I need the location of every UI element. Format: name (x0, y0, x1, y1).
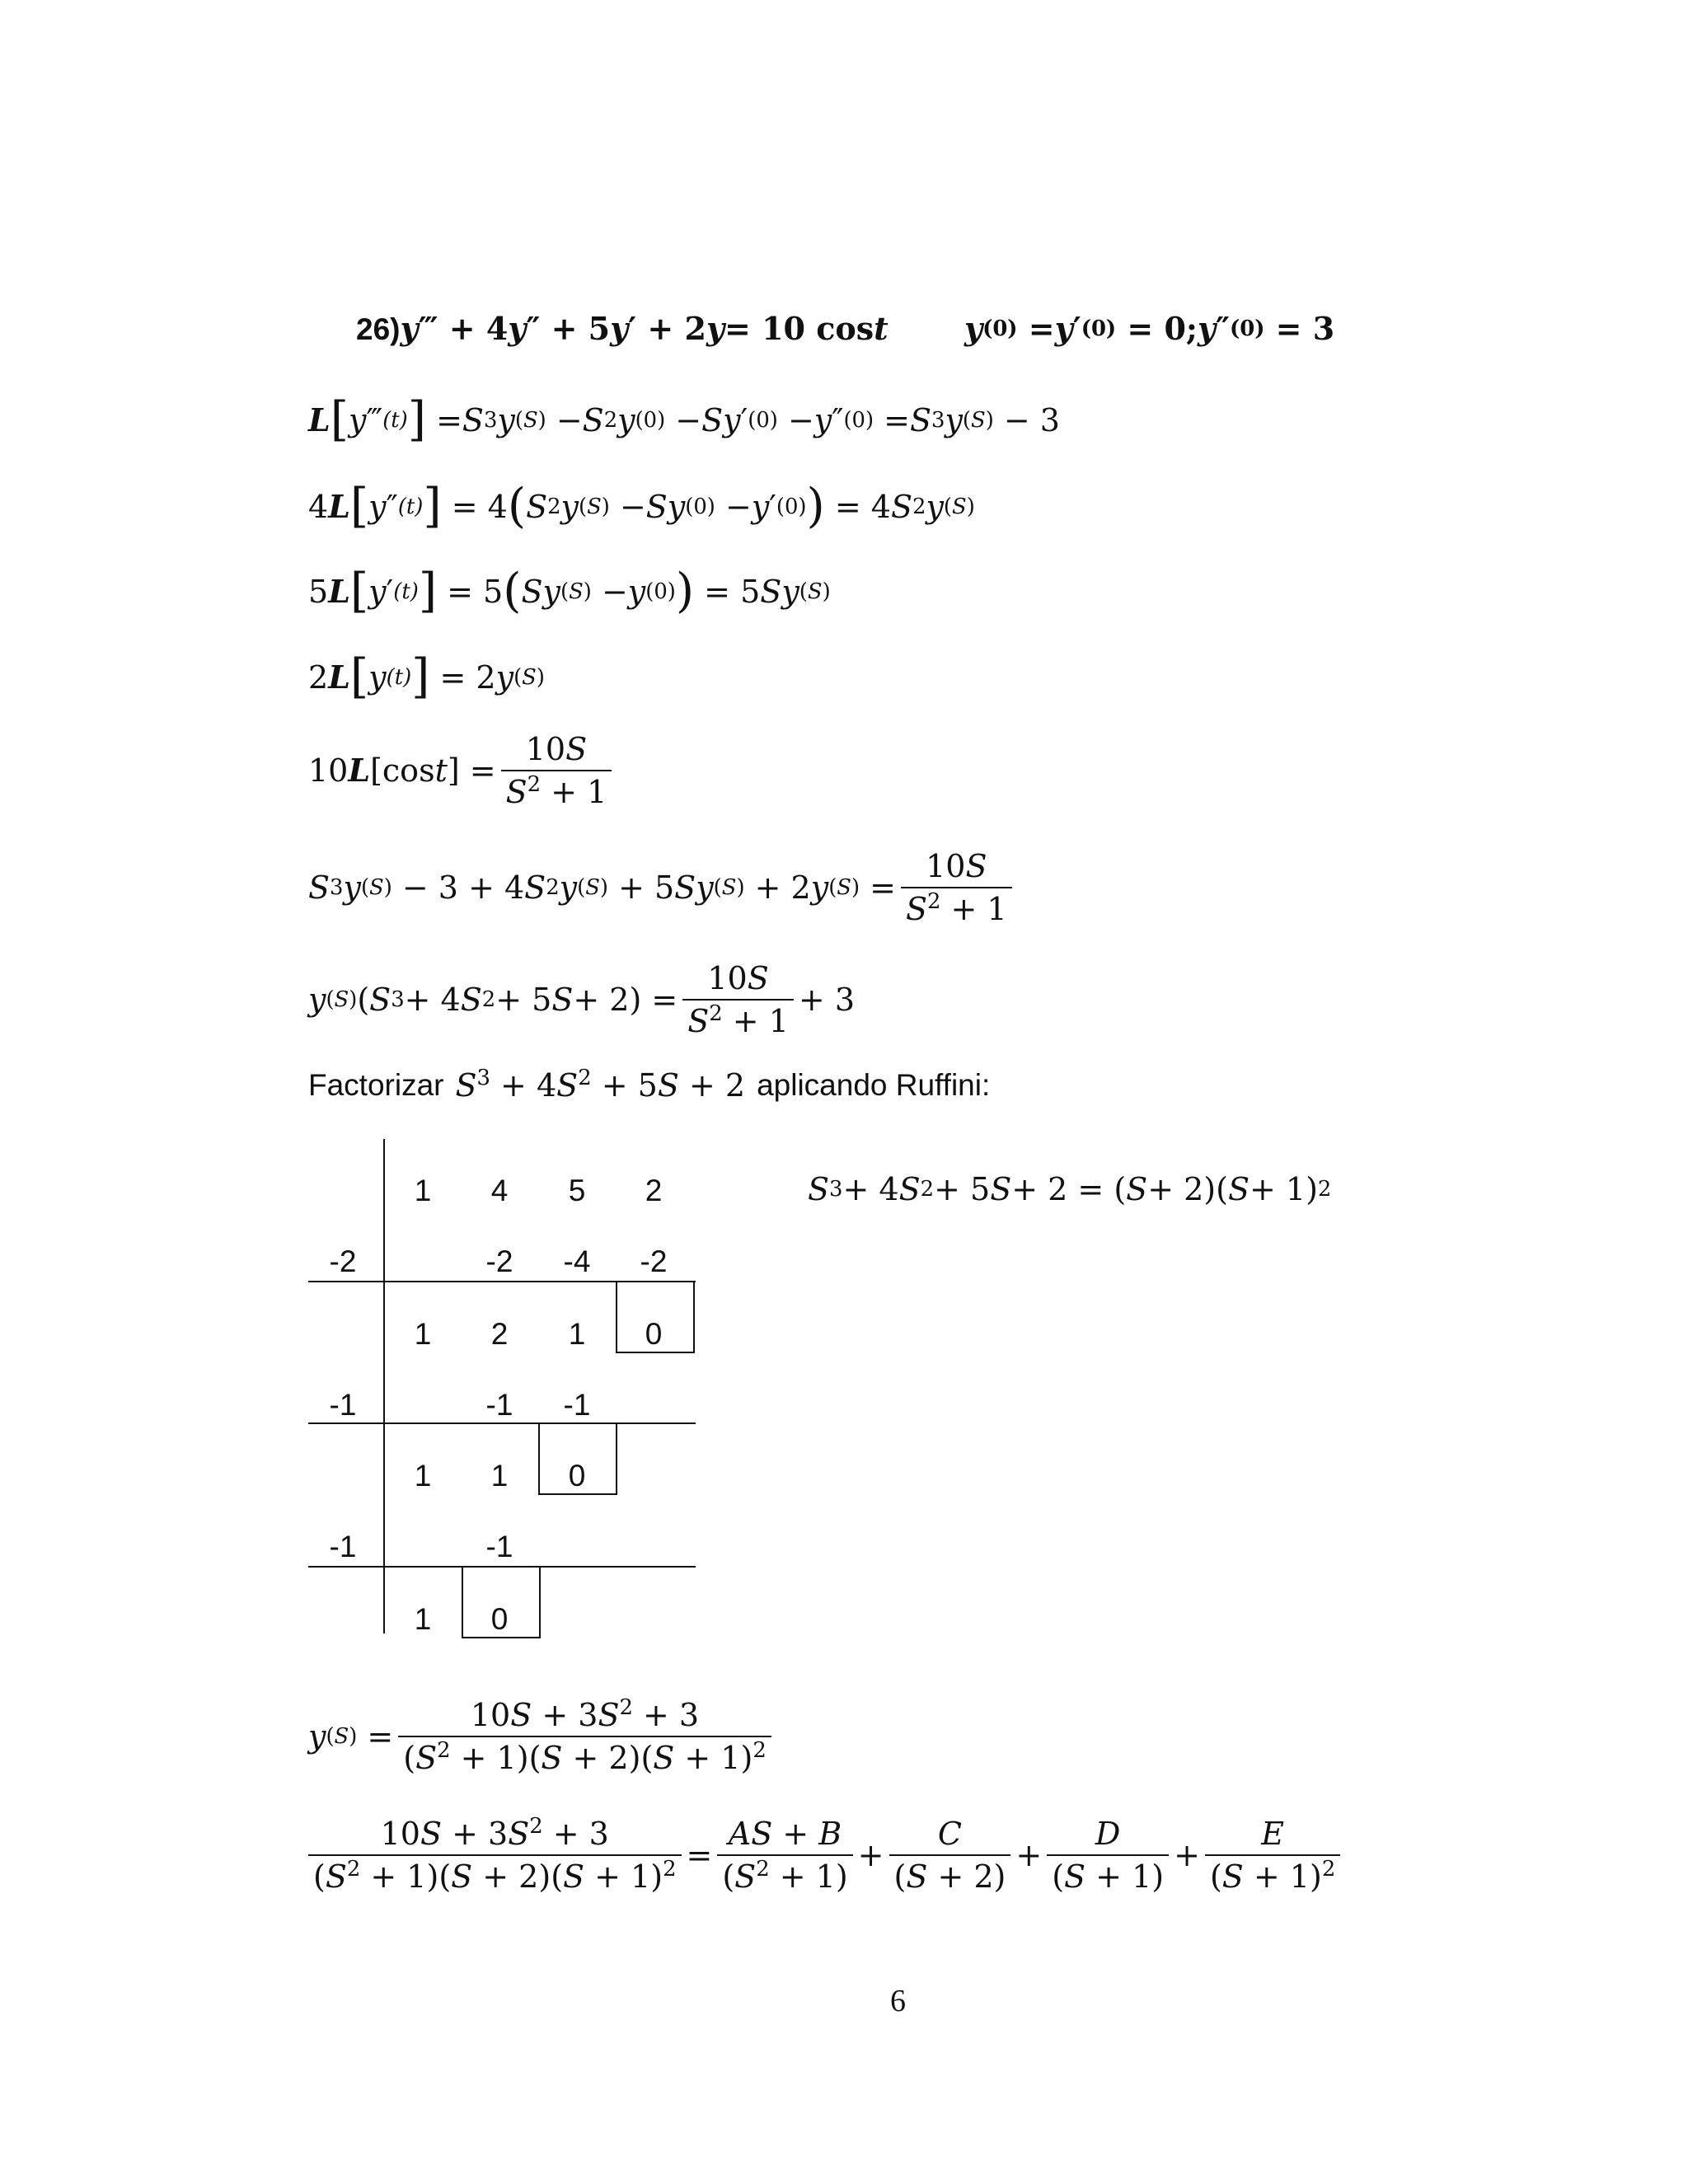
result: 1 (490, 1459, 509, 1493)
result: 1 (568, 1317, 586, 1351)
product: -1 (485, 1530, 513, 1563)
laplace-y: 2 L [ y (t) ] = 2 y (S) (308, 649, 545, 704)
factor-intro-text: Factorizar (308, 1068, 444, 1102)
fraction: $\frac{AS + B}{(S^2 + 1)}$ (717, 1818, 852, 1892)
fraction: $\frac{C}{(S + 2)}$ (889, 1818, 1011, 1892)
product: -1 (485, 1388, 513, 1422)
product: -4 (563, 1244, 591, 1278)
product: -1 (563, 1388, 591, 1422)
remainder: 0 (645, 1317, 663, 1351)
result: 1 (414, 1317, 432, 1351)
page-number: 6 (890, 1984, 906, 2018)
fraction: $\frac{10S + 3S^2 + 3}{(S^2 + 1)(S + 2)(S + 1)^2}$ (308, 1818, 682, 1892)
coefficient: 4 (490, 1174, 509, 1207)
root: -1 (329, 1530, 357, 1563)
remainder: 0 (568, 1459, 586, 1493)
coefficient: 5 (568, 1174, 586, 1207)
fraction: $\frac{E}{(S + 1)^2}$ (1205, 1818, 1340, 1892)
laplace-cos: 10 L [cos t ] = $\frac{10S}{S^2 + 1}$ (308, 733, 617, 808)
result: 1 (414, 1459, 432, 1493)
root: -1 (329, 1388, 357, 1422)
transformed-equation: S 3 y (S) − 3 + 4 S 2 y (S) + 5 Sy (S) + 2 y (S) = $\frac{10S}{S^2 + 1}$ (308, 851, 1017, 925)
remainder: 0 (490, 1602, 509, 1636)
fraction: $\frac{10S + 3S^2 + 3}{(S^2 + 1)(S + 2)(S + 1)^2}$ (398, 1699, 771, 1774)
factor-tail-text: aplicando Ruffini: (757, 1068, 991, 1102)
laplace-y-triple-prime: L [ y ‴ (t) ] = S 3 y (S) − S 2 y (0) − Sy ′ (0) − y ″ (0) = S 3 y (S) − 3 (308, 392, 1060, 447)
result: 1 (414, 1602, 432, 1636)
initial-conditions: y (0) = y ′ (0) = 0; y ″ (0) = 3 (964, 310, 1335, 347)
grouped-equation: y (S) ( S 3 + 4 S 2 + 5 S + 2) = $\frac{10S}{S^2 + 1}$ + 3 (308, 960, 856, 1039)
result: 2 (490, 1317, 509, 1351)
coefficient: 2 (645, 1174, 663, 1207)
product: -2 (485, 1244, 513, 1278)
fraction: $\frac{10S}{S^2 + 1}$ (901, 851, 1012, 925)
laplace-y-double-prime: 4 L [ y ″ (t) ] = 4 ( S 2 y (S) − Sy (0) − y ′ (0) ) = 4 S 2 y (S) (308, 479, 975, 533)
fraction: $\frac{10S}{S^2 + 1}$ (501, 733, 612, 808)
ruffini-rule-2 (308, 1422, 696, 1424)
fraction: $\frac{D}{(S + 1)}$ (1047, 1818, 1169, 1892)
root: -2 (329, 1244, 357, 1278)
factorization-result: S 3 + 4 S 2 + 5 S + 2 = ( S + 2)( S + 1) 2 (808, 1171, 1332, 1207)
problem-number: 26) (356, 312, 401, 346)
partial-fractions: $\frac{10S + 3S^2 + 3}{(S^2 + 1)(S + 2)(S + 1)^2}$ = $\frac{AS + B}{(S^2 + 1)}$ + $\frac{C}{(S + 2)}$ + $\frac{D}{(S + 1)}$ + $\frac{E}{(S + 1)^2}$ (308, 1818, 1345, 1892)
laplace-y-prime: 5 L [ y ′ (t) ] = 5 ( Sy (S) − y (0) ) = 5 Sy (S) (308, 564, 831, 618)
product: -2 (640, 1244, 668, 1278)
factor-instruction: Factorizar $S^3 + 4S^2 + 5S + 2$ aplicando Ruffini: (308, 1065, 991, 1104)
ys-expression: y (S) = $\frac{10S + 3S^2 + 3}{(S^2 + 1)(S + 2)(S + 1)^2}$ (308, 1699, 776, 1774)
problem-equation: 26) y ‴ + 4 y ″ + 5 y ′ + 2 y = 10 cos t (356, 310, 889, 347)
ruffini-vertical-rule (383, 1139, 385, 1633)
fraction: $\frac{10S}{S^2 + 1}$ (682, 963, 794, 1037)
coefficient: 1 (414, 1174, 432, 1207)
